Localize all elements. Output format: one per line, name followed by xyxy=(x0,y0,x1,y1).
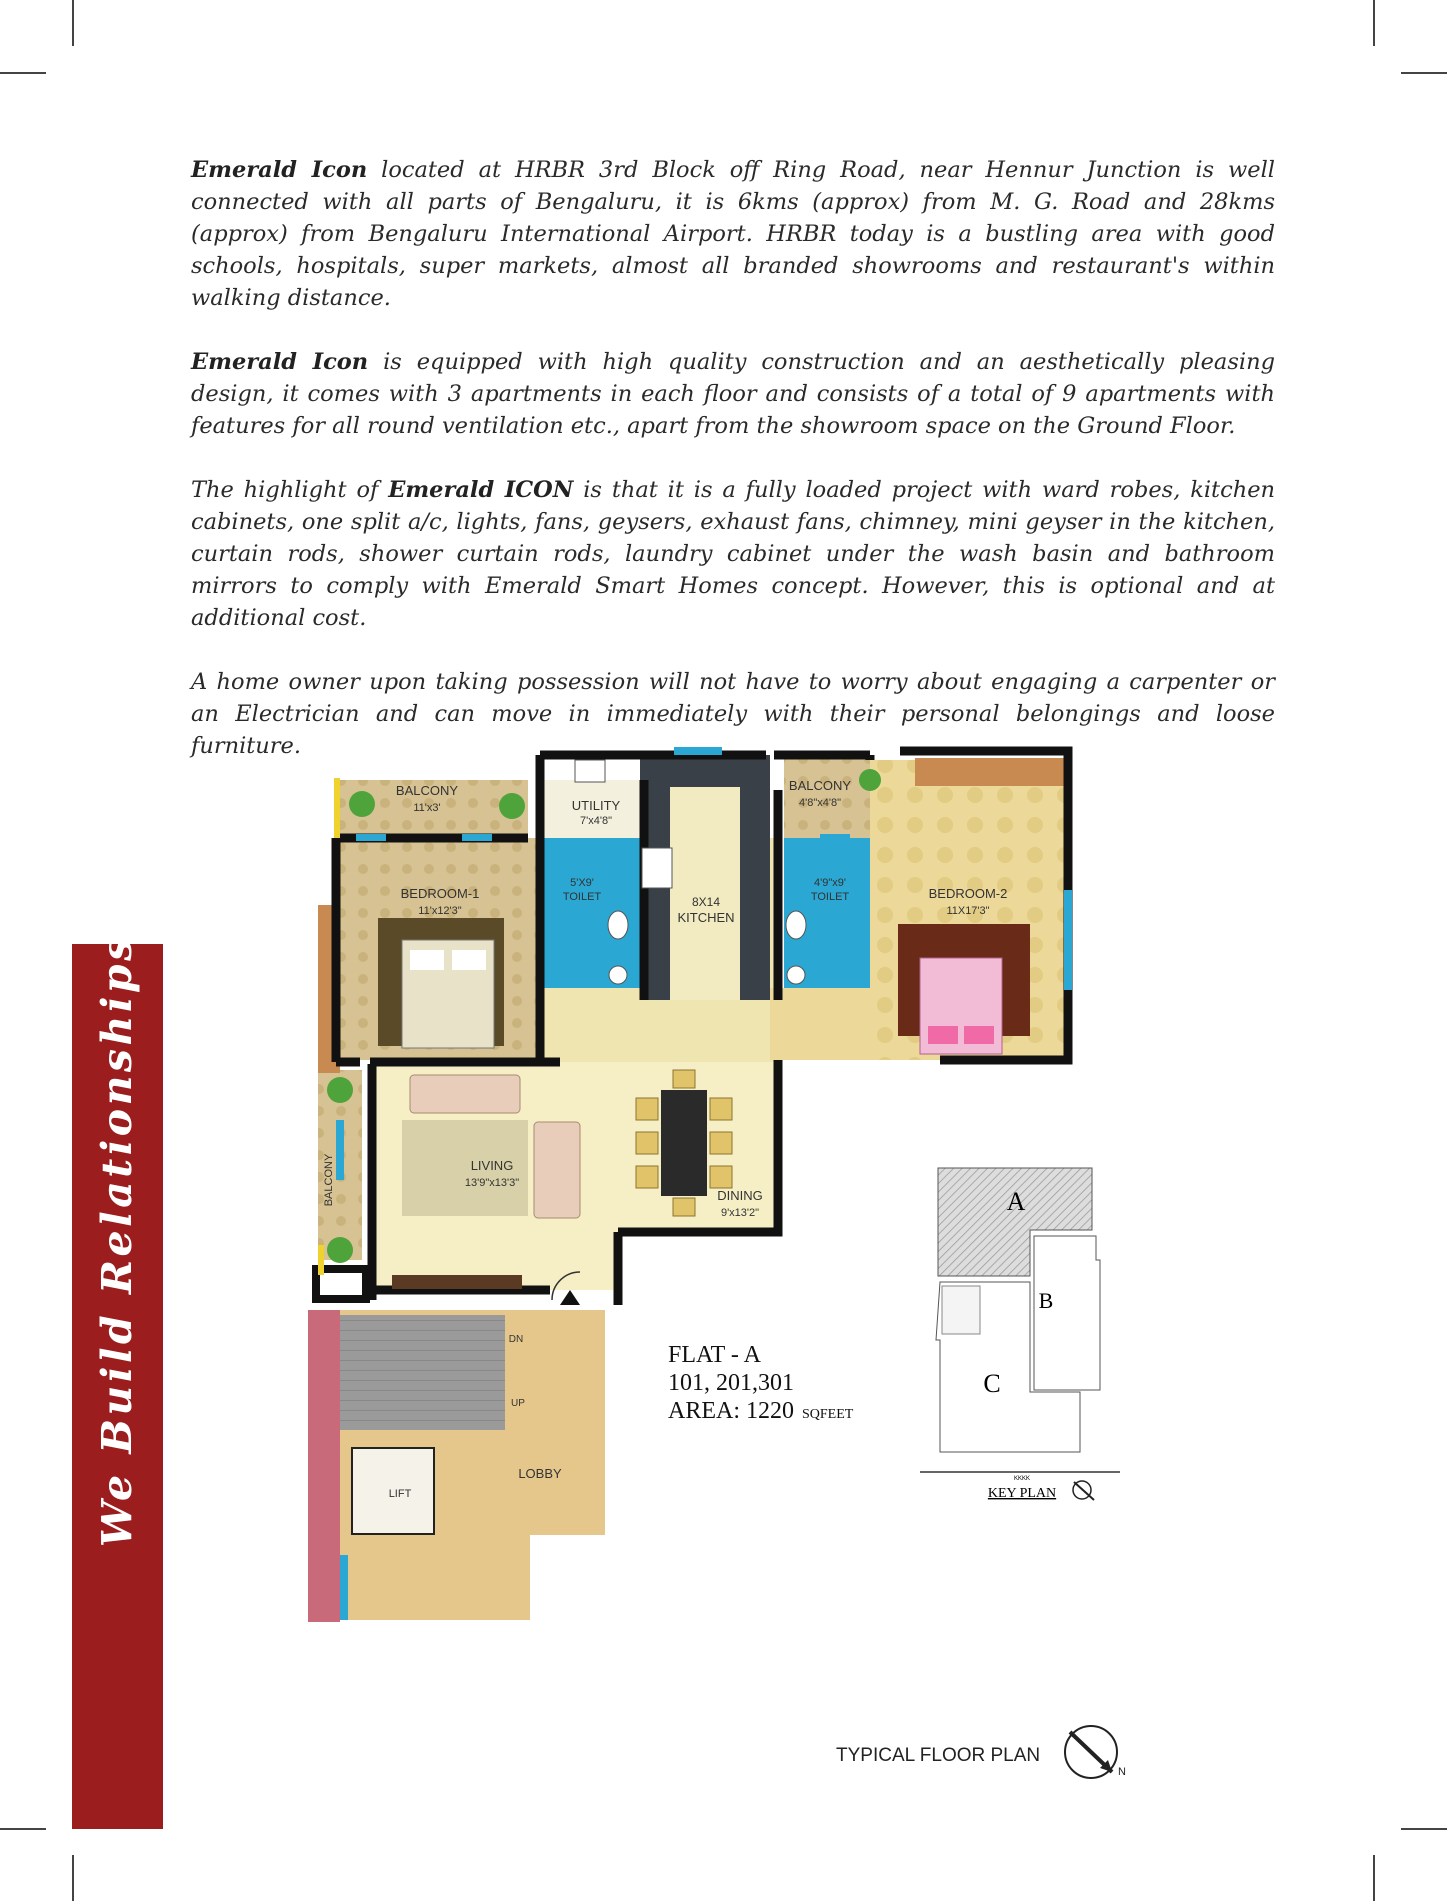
floor-plan-caption: TYPICAL FLOOR PLAN xyxy=(836,1745,1041,1766)
wall-block-inner xyxy=(320,1273,362,1295)
paragraph-text: is that it is a fully loaded project with ward robes, kitchen cabinets, one split a/c, lights, fans, geysers, exhaust fans, chimney, mini geyser in the kitchen, curtain rods, shower curtain rods, laundry cabinet under the wash basin and bathroom mirrors to comply with Emerald Smart Homes concept. However, this is optional and at additional cost. xyxy=(191,477,1275,631)
brand-name: Emerald Icon xyxy=(191,349,369,375)
kitchen-counter-right xyxy=(740,755,770,1000)
entrance-icon xyxy=(560,1290,580,1305)
bedroom-1-pillow xyxy=(452,950,486,970)
dining-size: 9'x13'2" xyxy=(720,1207,760,1219)
tagline: We Build Relationships! xyxy=(93,912,141,1548)
utility-size: 7'x4'8" xyxy=(580,815,612,827)
bedroom-1-label: BEDROOM-1 xyxy=(400,886,480,901)
bedroom-2-size: 11X17'3" xyxy=(946,905,990,917)
bedroom-2-top-strip xyxy=(915,758,1065,786)
balcony-3-label: BALCONY xyxy=(323,1153,335,1207)
paragraph-text: located at HRBR 3rd Block off Ring Road, near Hennur Junction is well connected with all parts of Bengaluru, it is 6kms (approx) from M. G. Road and 28kms (approx) from Bengaluru International Airport. HRBR today is a bustling area with good schools, hospitals, super markets, almost all branded showrooms and restaurant's within walking distance. xyxy=(191,157,1275,311)
balcony-1-size: 11'x3' xyxy=(413,802,441,814)
toilet-2-label: TOILET xyxy=(810,891,850,903)
lobby-label: LOBBY xyxy=(518,1466,562,1481)
flat-area-unit: SQFEET xyxy=(802,1407,854,1422)
kitchen-counter-top xyxy=(670,755,760,787)
balcony-2-label: BALCONY xyxy=(788,778,852,793)
left-strip xyxy=(308,1310,340,1622)
bedroom-2-pillow xyxy=(928,1026,958,1044)
flat-title: FLAT - A xyxy=(668,1342,761,1368)
flat-units: 101, 201,301 xyxy=(668,1370,794,1396)
north-arrow-small-icon xyxy=(1073,1481,1094,1500)
dining-label: DINING xyxy=(717,1188,763,1203)
bedroom-1-size: 11'x12'3" xyxy=(418,905,462,917)
key-plan-scale-note: KKKK xyxy=(1013,1476,1031,1482)
bedroom-2-pillow xyxy=(964,1026,994,1044)
bedroom-1-pillow xyxy=(410,950,444,970)
kitchen-size: 8X14 xyxy=(691,895,721,909)
kitchen-label: KITCHEN xyxy=(677,910,735,925)
stair-up-label: UP xyxy=(511,1398,525,1409)
paragraph-lead: The highlight of xyxy=(191,477,389,503)
sofa xyxy=(410,1075,520,1113)
living-label: LIVING xyxy=(470,1158,514,1173)
key-plan-b: B xyxy=(1038,1288,1054,1313)
living-size: 13'9"x13'3" xyxy=(464,1177,520,1189)
toilet-1-size: 5'X9' xyxy=(570,877,594,889)
staircase xyxy=(340,1315,505,1430)
brand-name: Emerald ICON xyxy=(388,477,574,503)
tv-unit xyxy=(392,1275,522,1289)
flat-area: AREA: 1220 xyxy=(668,1398,794,1424)
toilet-1-label: TOILET xyxy=(562,891,602,903)
key-plan-label: KEY PLAN xyxy=(987,1486,1057,1501)
balcony-2-size: 4'8"x4'8" xyxy=(799,797,841,809)
key-plan xyxy=(920,1168,1120,1501)
dining-table xyxy=(661,1090,707,1196)
stair-down-label: DN xyxy=(508,1334,524,1345)
paragraph-text: A home owner upon taking possession will not have to worry about engaging a carpenter or an Electrician and can move in immediately with their personal belongings and loose furniture. xyxy=(191,669,1275,759)
toilet-1-floor xyxy=(544,838,640,988)
svg-text:N: N xyxy=(1118,1766,1126,1778)
toilet-2-size: 4'9"x9' xyxy=(814,877,846,889)
paragraph-text: is equipped with high quality construction and an aesthetically pleasing design, it comes with 3 apartments in each floor and consists of a total of 9 apartments with features for all round ventilation etc., apart from the showroom space on the Ground Floor. xyxy=(191,349,1275,439)
balcony-1-label: BALCONY xyxy=(395,783,459,798)
utility-label: UTILITY xyxy=(571,798,621,813)
key-plan-c: C xyxy=(983,1369,1001,1398)
sofa xyxy=(534,1122,580,1218)
bedroom-2-label: BEDROOM-2 xyxy=(928,886,1008,901)
key-plan-a: A xyxy=(1006,1187,1026,1216)
brand-name: Emerald Icon xyxy=(191,157,368,183)
north-arrow-icon xyxy=(1065,1726,1126,1778)
lift-label: LIFT xyxy=(388,1488,412,1500)
bedroom-2-passage xyxy=(770,988,870,1060)
lobby-lower-floor xyxy=(340,1535,530,1620)
